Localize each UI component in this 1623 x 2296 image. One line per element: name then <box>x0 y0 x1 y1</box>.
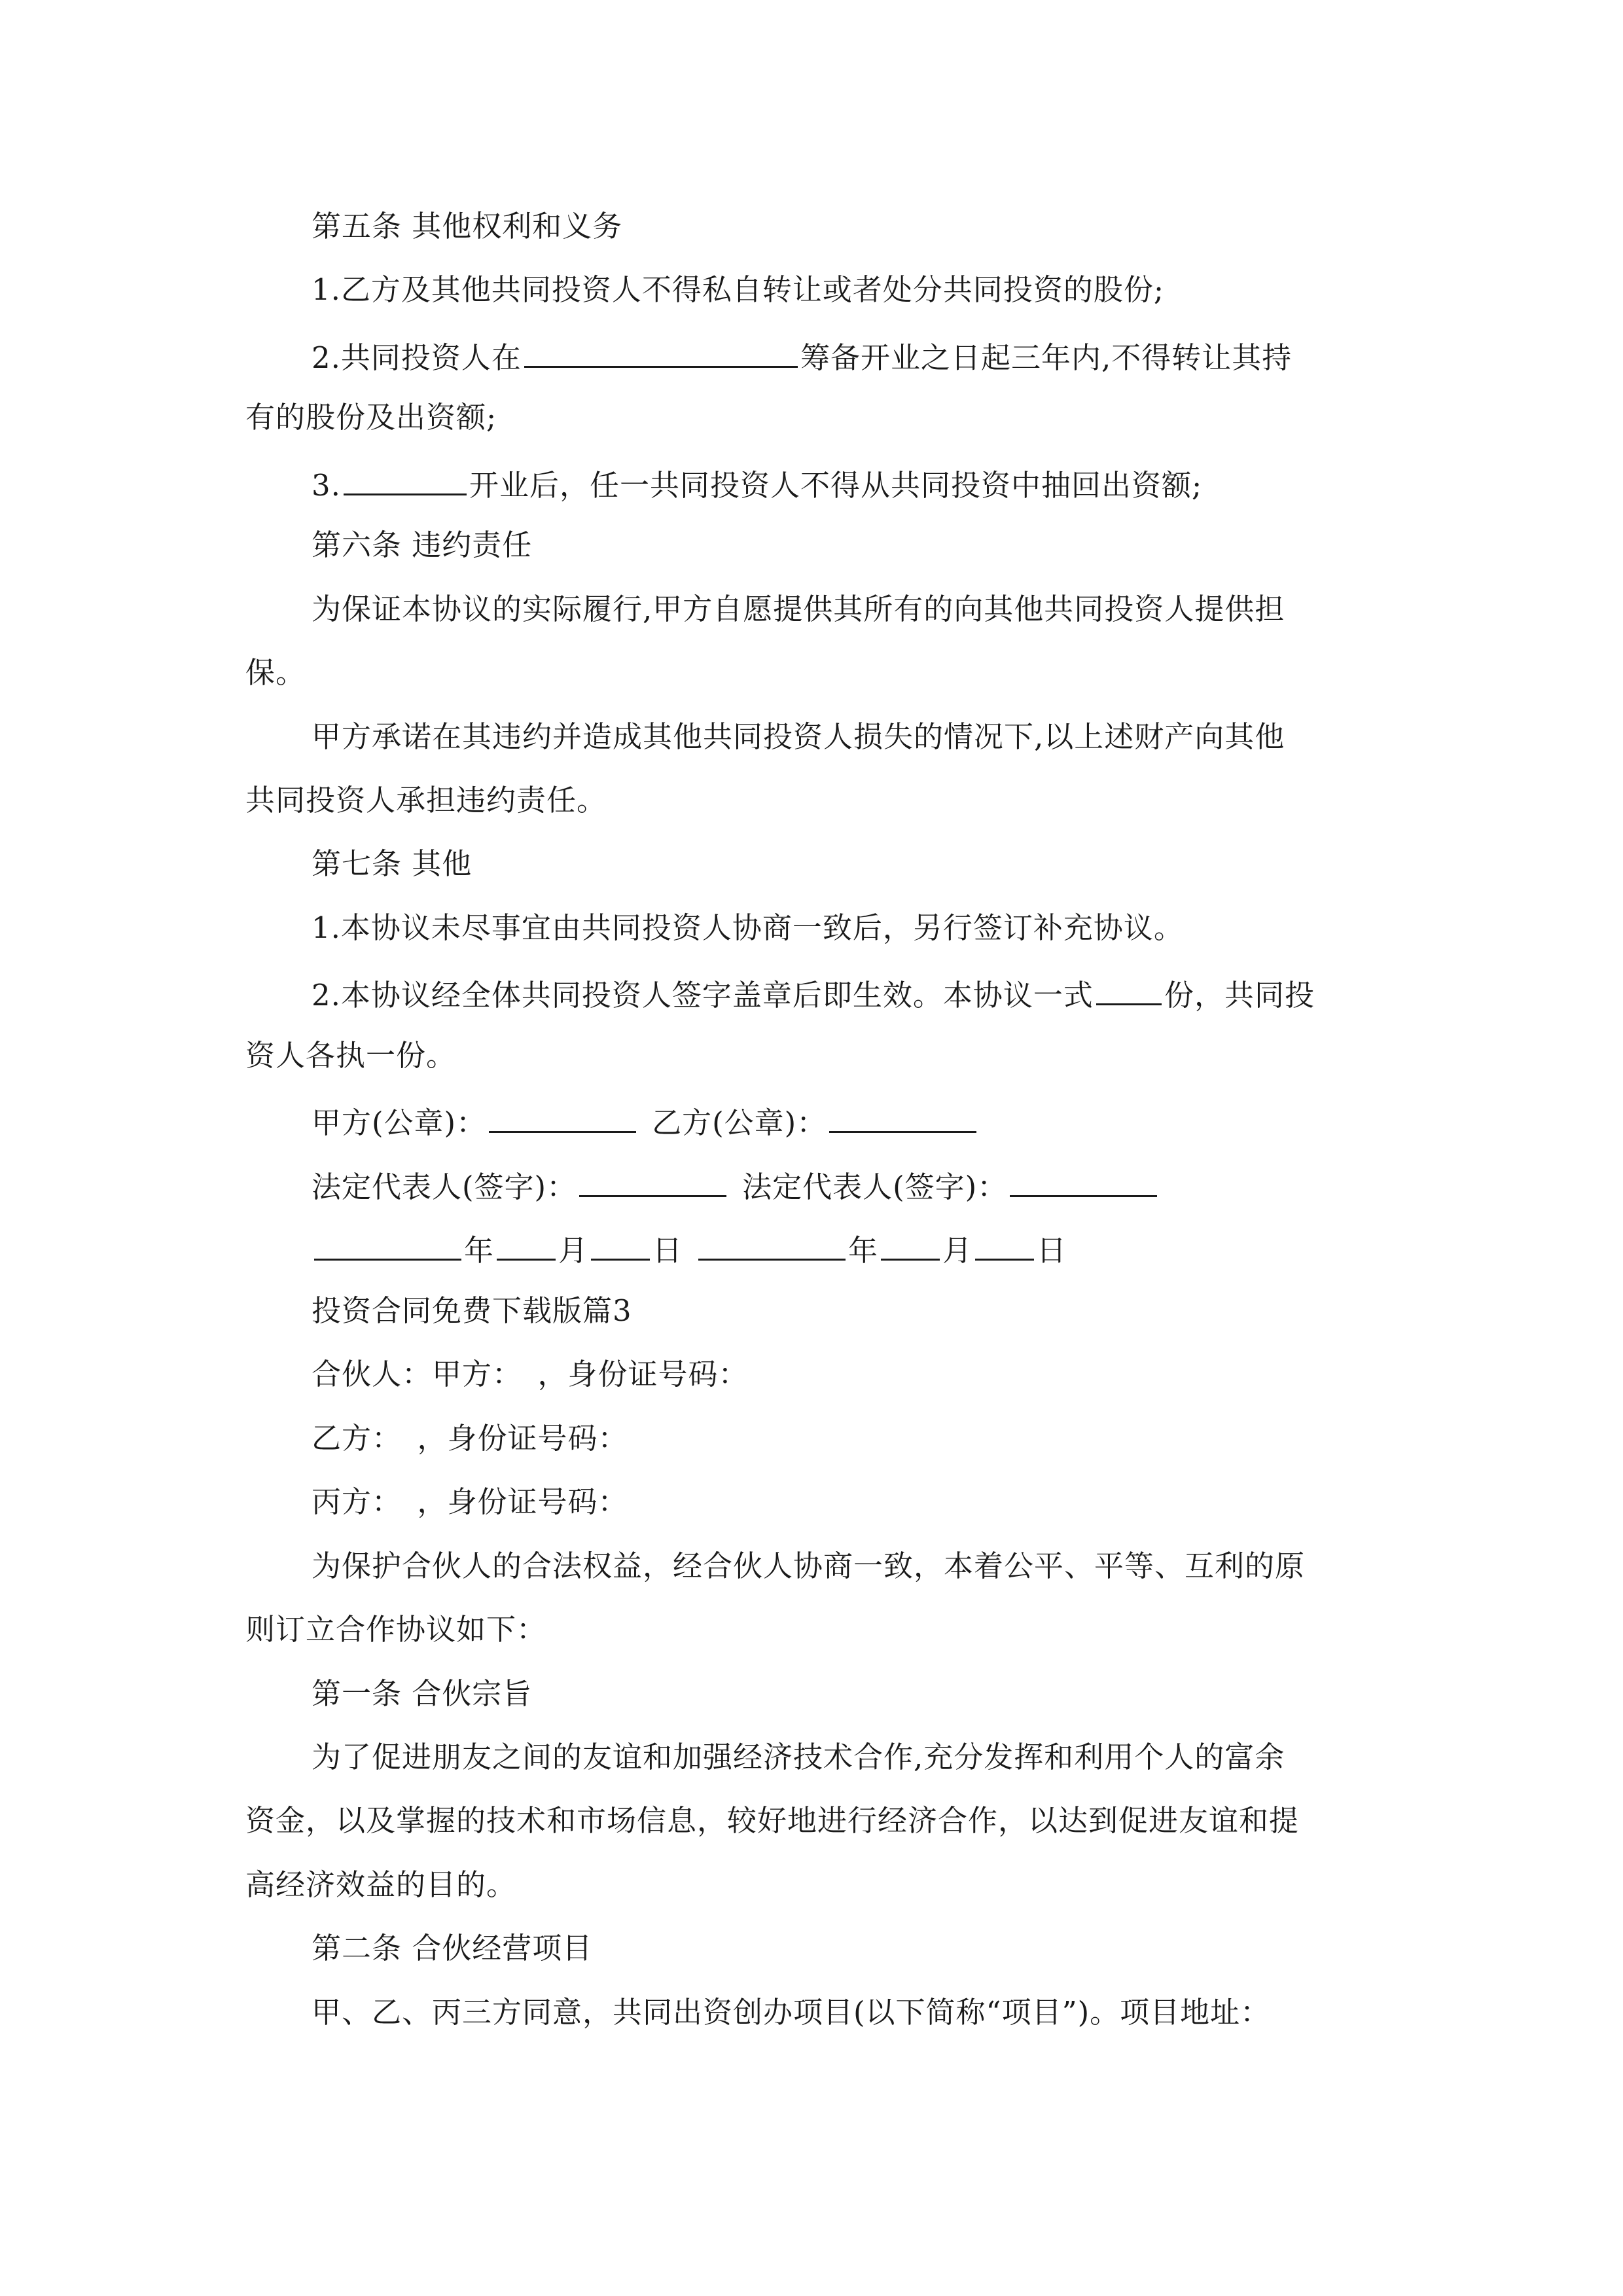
signature-blank <box>489 1093 636 1133</box>
partners-a-text: 合伙人：甲方： ，身份证号码： <box>312 1357 749 1391</box>
section-3-title-text: 投资合同免费下载版篇3 <box>312 1293 632 1328</box>
fill-in-blank <box>344 456 467 495</box>
date-blank <box>314 1221 461 1261</box>
article-7-item-2-cont <box>0 1030 1623 1082</box>
fill-in-blank <box>1096 965 1162 1005</box>
clause-1-para-cont-1 <box>0 1795 1623 1847</box>
signature-dates <box>0 1221 1623 1273</box>
article-7-item-1 <box>0 902 1623 954</box>
date-blank <box>975 1221 1034 1261</box>
article-7-item-2-text-a: 2.本协议经全体共同投资人签字盖章后即生效。本协议一式 <box>312 978 1094 1013</box>
signature-blank <box>579 1157 726 1197</box>
date-month-label: 月 <box>558 1233 589 1268</box>
article-7-item-1-text: 1.本协议未尽事宜由共同投资人协商一致后，另行签订补充协议。 <box>312 910 1184 945</box>
date-blank <box>881 1221 940 1261</box>
article-6-para-1-text-cont: 保。 <box>245 655 306 690</box>
party-b-seal-label: 乙方(公章)： <box>652 1105 827 1140</box>
intro-para-cont <box>0 1604 1623 1656</box>
partners-c-text: 丙方： ，身份证号码： <box>312 1484 628 1519</box>
date-year-label: 年 <box>848 1233 879 1268</box>
date-month-label: 月 <box>942 1233 973 1268</box>
signature-blank <box>1010 1157 1157 1197</box>
date-blank <box>591 1221 650 1261</box>
article-5-item-2-cont <box>0 391 1623 444</box>
clause-2-title-text: 第二条 合伙经营项目 <box>312 1931 593 1965</box>
fill-in-blank <box>524 328 798 368</box>
article-7-title-text: 第七条 其他 <box>312 846 473 881</box>
article-5-item-2-text-b: 筹备开业之日起三年内,不得转让其持 <box>800 340 1293 375</box>
intro-text-cont: 则订立合作协议如下： <box>245 1612 547 1647</box>
article-5-item-3 <box>0 456 1623 508</box>
article-7-item-2-text-c: 资人各执一份。 <box>245 1038 457 1073</box>
party-b-representative-label: 法定代表人(签字)： <box>742 1170 1008 1204</box>
clause-1-text-a: 为了促进朋友之间的友谊和加强经济技术合作,充分发挥和利用个人的富余 <box>312 1740 1285 1774</box>
article-5-item-2-text-a: 2.共同投资人在 <box>312 340 522 375</box>
partners-line-c <box>0 1476 1623 1528</box>
article-5-title-text: 第五条 其他权利和义务 <box>312 209 623 243</box>
article-5-item-2-text-c: 有的股份及出资额; <box>245 400 497 435</box>
party-a-representative-label: 法定代表人(签字)： <box>312 1170 577 1204</box>
partners-line-b <box>0 1412 1623 1465</box>
date-day-label: 日 <box>1037 1233 1067 1268</box>
section-3-title <box>0 1285 1623 1337</box>
clause-1-para-cont-2 <box>0 1859 1623 1911</box>
article-6-para-1-cont <box>0 647 1623 699</box>
article-5-item-1 <box>0 264 1623 316</box>
article-6-title <box>0 519 1623 571</box>
signature-seals <box>0 1093 1623 1145</box>
clause-1-title-text: 第一条 合伙宗旨 <box>312 1676 533 1711</box>
intro-para <box>0 1540 1623 1592</box>
clause-2-title <box>0 1922 1623 1975</box>
article-5-item-3-text-b: 开业后，任一共同投资人不得从共同投资中抽回出资额; <box>469 468 1203 503</box>
article-5-item-3-text-a: 3. <box>312 468 341 503</box>
article-6-title-text: 第六条 违约责任 <box>312 528 533 562</box>
partners-b-text: 乙方： ，身份证号码： <box>312 1421 628 1456</box>
date-day-label: 日 <box>652 1233 683 1268</box>
date-blank <box>497 1221 556 1261</box>
article-6-para-1-text: 为保证本协议的实际履行,甲方自愿提供其所有的向其他共同投资人提供担 <box>312 592 1285 626</box>
intro-text: 为保护合伙人的合法权益，经合伙人协商一致，本着公平、平等、互利的原 <box>312 1549 1306 1583</box>
date-year-label: 年 <box>464 1233 495 1268</box>
clause-2-para <box>0 1986 1623 2039</box>
article-7-title <box>0 838 1623 890</box>
clause-2-text: 甲、乙、丙三方同意，共同出资创办项目(以下简称“项目”)。项目地址： <box>312 1995 1271 2030</box>
article-6-para-2-cont <box>0 774 1623 827</box>
signature-blank <box>829 1093 976 1133</box>
party-a-seal-label: 甲方(公章)： <box>312 1105 487 1140</box>
clause-1-para <box>0 1731 1623 1784</box>
date-blank <box>698 1221 846 1261</box>
article-6-para-2-text: 甲方承诺在其违约并造成其他共同投资人损失的情况下,以上述财产向其他 <box>312 719 1285 754</box>
article-6-para-2-text-cont: 共同投资人承担违约责任。 <box>245 783 607 817</box>
clause-1-text-c: 高经济效益的目的。 <box>245 1867 517 1902</box>
article-5-item-1-text: 1.乙方及其他共同投资人不得私自转让或者处分共同投资的股份; <box>312 272 1165 307</box>
signature-representatives <box>0 1157 1623 1210</box>
article-6-para-1 <box>0 583 1623 636</box>
partners-line-a <box>0 1348 1623 1401</box>
article-7-item-2-text-b: 份，共同投 <box>1164 978 1315 1013</box>
article-5-item-2 <box>0 328 1623 380</box>
clause-1-text-b: 资金，以及掌握的技术和市场信息，较好地进行经济合作，以达到促进友谊和提 <box>245 1803 1300 1838</box>
article-6-para-2 <box>0 711 1623 763</box>
clause-1-title <box>0 1668 1623 1720</box>
article-5-title <box>0 200 1623 253</box>
article-7-item-2 <box>0 965 1623 1018</box>
